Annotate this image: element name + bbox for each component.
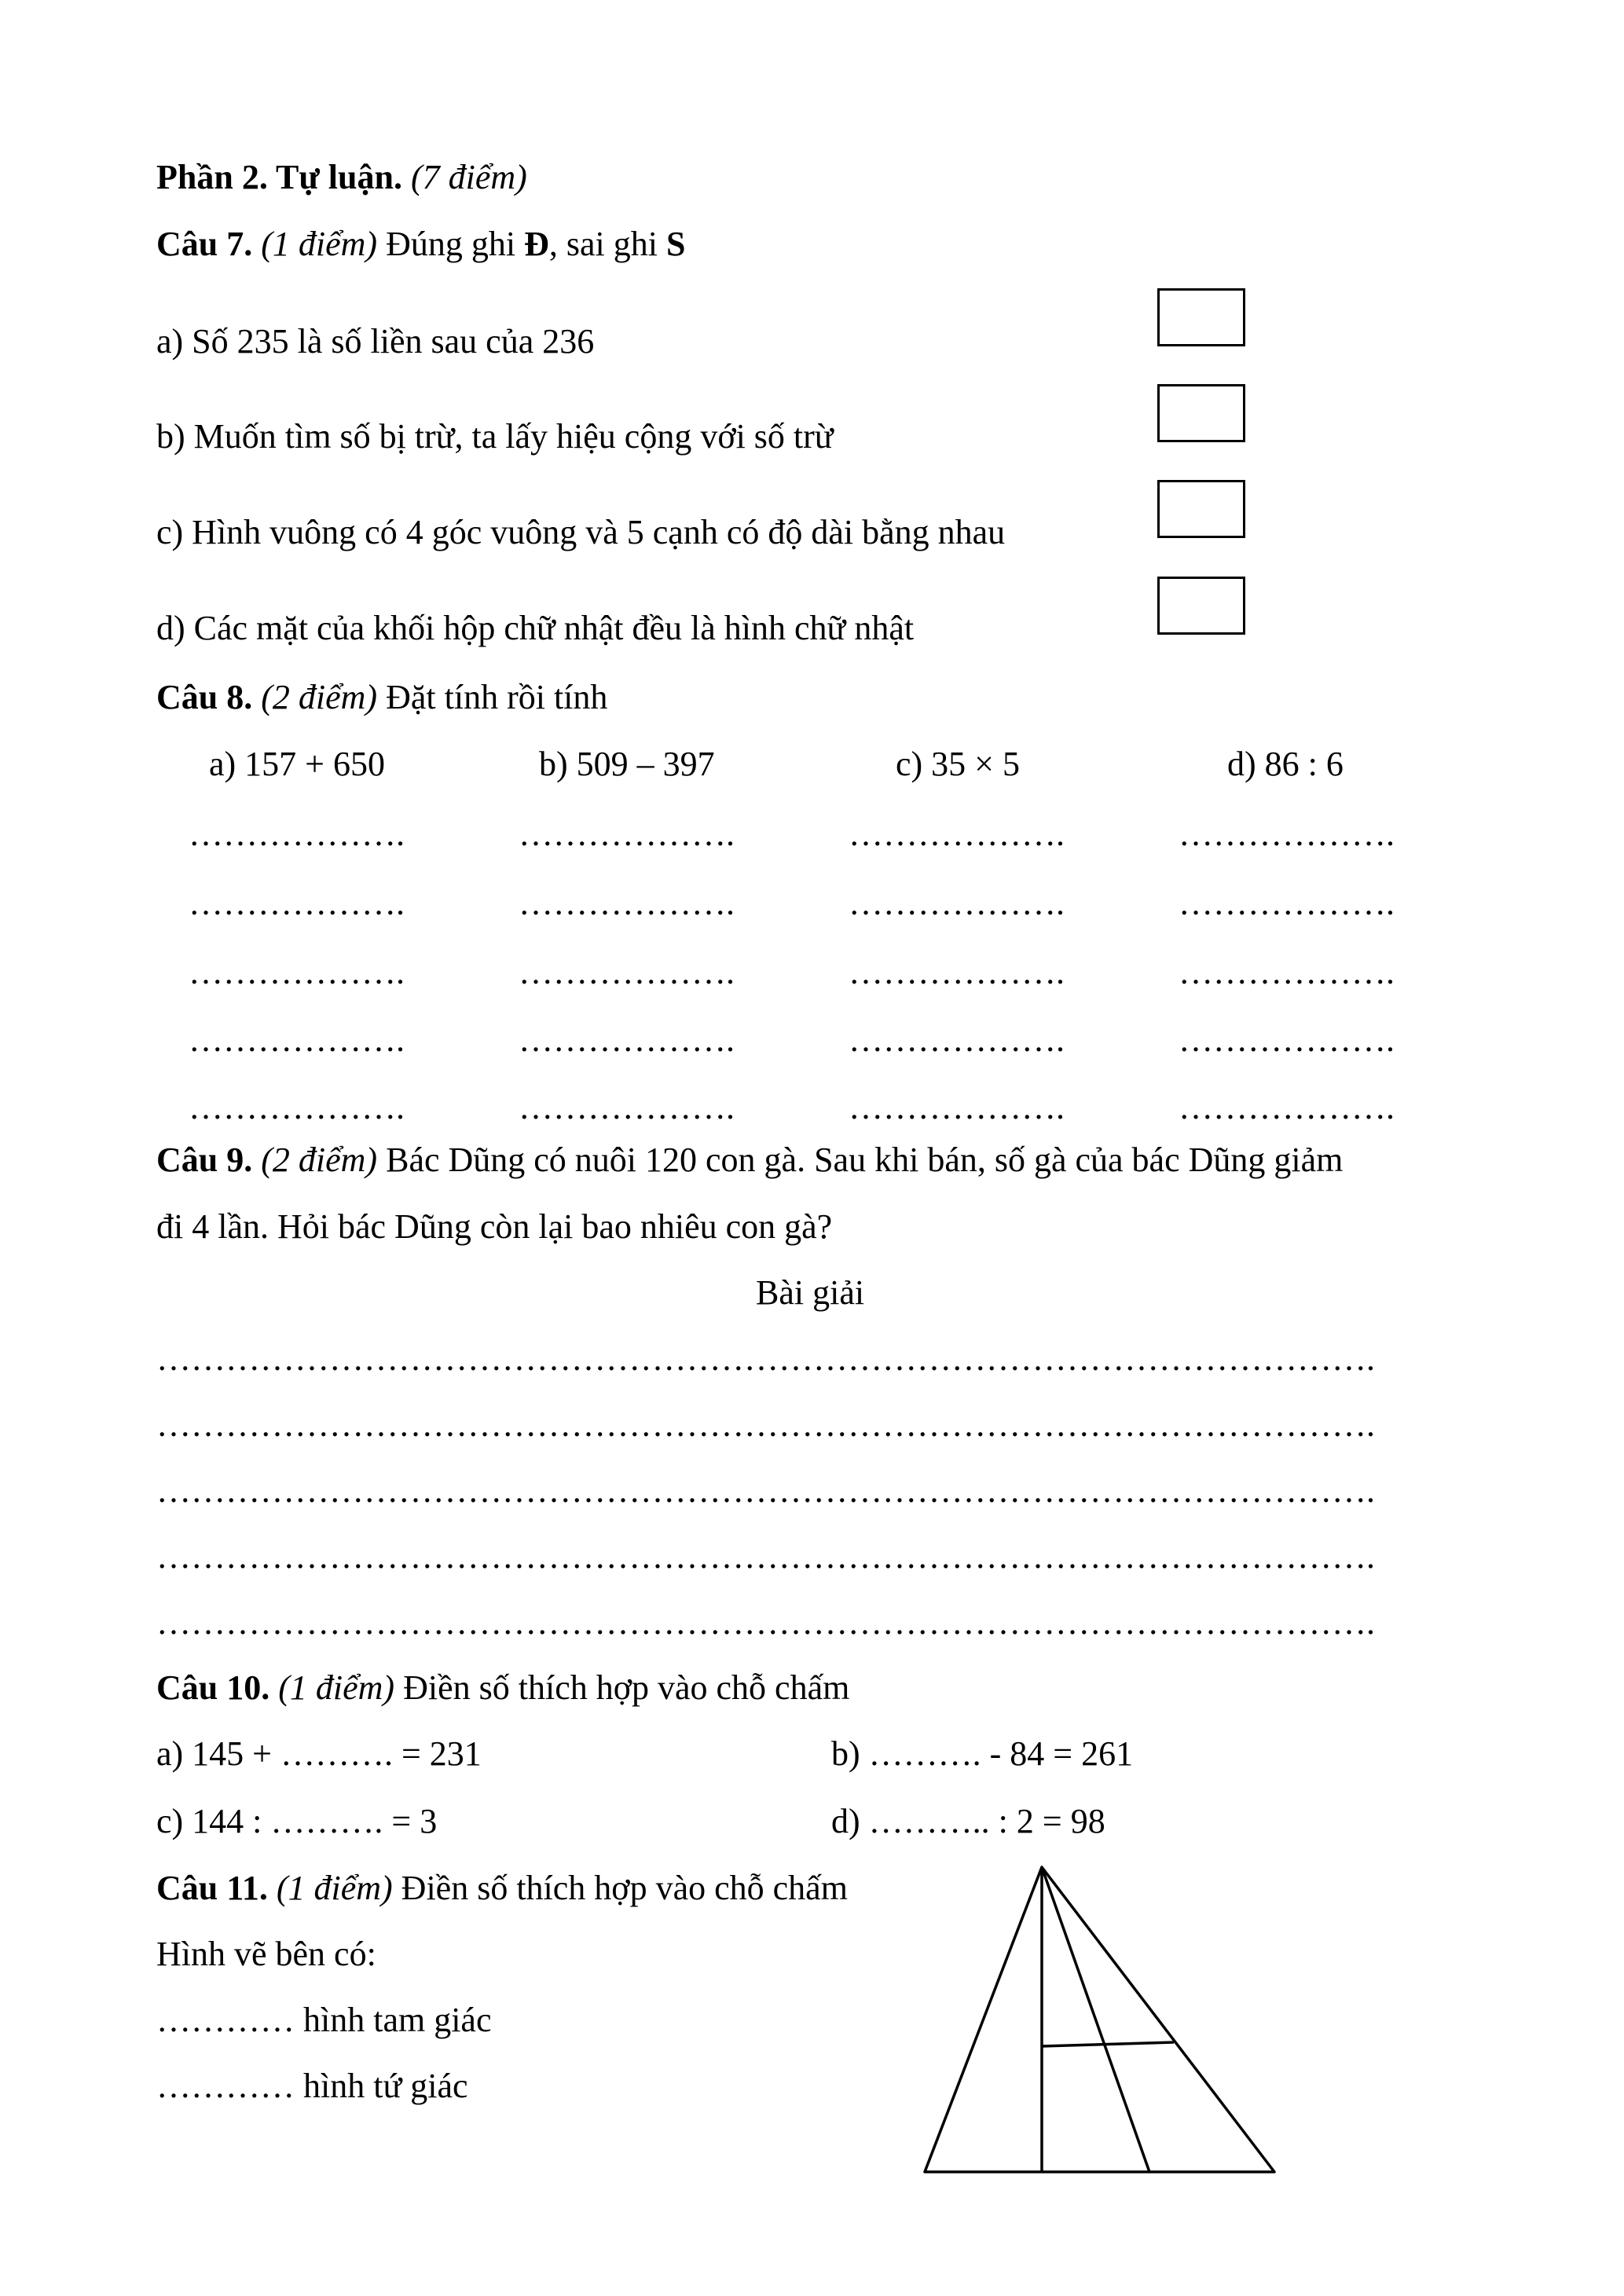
answer-box-b[interactable]	[1157, 384, 1245, 442]
q7-instr-b: , sai ghi	[548, 225, 666, 263]
q10-item-b: b) ………. - 84 = 261	[831, 1734, 1134, 1773]
outer-triangle	[925, 1867, 1274, 2172]
q8-work-line[interactable]: ……………….	[1179, 884, 1395, 922]
q8-item-b: b) 509 – 397	[539, 745, 715, 783]
q9-answer-line-4[interactable]: …………………………………………………………………………………………….	[156, 1537, 1375, 1576]
q8-work-line[interactable]: ……………….	[189, 884, 405, 922]
q8-item-d: d) 86 : 6	[1227, 745, 1344, 783]
part2-points: (7 điểm)	[410, 158, 527, 196]
q9-text2: đi 4 lần. Hỏi bác Dũng còn lại bao nhiêu con gà?	[156, 1207, 833, 1246]
q7-item-c: c) Hình vuông có 4 góc vuông và 5 cạnh có độ dài bằng nhau	[156, 513, 1006, 551]
q7-item-a: a) Số 235 là số liền sau của 236	[156, 322, 595, 361]
q8-work-line[interactable]: ……………….	[849, 815, 1065, 853]
q11-instr: Điền số thích hợp vào chỗ chấm	[401, 1869, 848, 1907]
q9-label: Câu 9.	[156, 1141, 253, 1179]
answer-box-d[interactable]	[1157, 577, 1245, 635]
q11-label: Câu 11.	[156, 1869, 268, 1907]
q7-item-b: b) Muốn tìm số bị trừ, ta lấy hiệu cộng với số trừ	[156, 417, 834, 456]
q8-work-line[interactable]: ……………….	[519, 884, 735, 922]
q8-points: (2 điểm)	[261, 678, 378, 716]
part2-heading	[156, 160, 527, 195]
q8-label: Câu 8.	[156, 678, 253, 716]
q9-text1: Bác Dũng có nuôi 120 con gà. Sau khi bán, số gà của bác Dũng giảm	[386, 1141, 1344, 1179]
q10-instr: Điền số thích hợp vào chỗ chấm	[403, 1668, 850, 1707]
q8-work-line[interactable]: ……………….	[849, 884, 1065, 922]
q10-item-a: a) 145 + ………. = 231	[156, 1734, 482, 1773]
q8-item-c: c) 35 × 5	[896, 745, 1020, 783]
q9-points: (2 điểm)	[261, 1141, 378, 1179]
q9-answer-line-5[interactable]: …………………………………………………………………………………………….	[156, 1603, 1375, 1642]
q7-label: Câu 7.	[156, 225, 253, 263]
part2-title: Phần 2. Tự luận.	[156, 158, 402, 196]
q8-work-line[interactable]: ……………….	[189, 953, 405, 991]
q7-instr-a: Đúng ghi	[386, 225, 525, 263]
q9-heading	[156, 1143, 1343, 1177]
q7-points: (1 điểm)	[261, 225, 378, 263]
q11-triangles: ………… hình tam giác	[156, 2001, 492, 2039]
q8-work-line[interactable]: ……………….	[189, 1088, 405, 1126]
q8-work-line[interactable]: ……………….	[519, 815, 735, 853]
q8-work-line[interactable]: ……………….	[1179, 1020, 1395, 1059]
answer-box-c[interactable]	[1157, 480, 1245, 538]
q11-heading	[156, 1871, 848, 1906]
q7-instr-d: Đ	[524, 225, 549, 263]
q8-work-line[interactable]: ……………….	[1179, 953, 1395, 991]
q9-answer-line-1[interactable]: …………………………………………………………………………………………….	[156, 1339, 1375, 1378]
q9-solution-title: Bài giải	[756, 1273, 865, 1312]
q11-line1: Hình vẽ bên có:	[156, 1935, 376, 1973]
q8-work-line[interactable]: ……………….	[1179, 815, 1395, 853]
q8-work-line[interactable]: ……………….	[849, 953, 1065, 991]
q7-heading	[156, 227, 685, 262]
q8-work-line[interactable]: ……………….	[519, 1088, 735, 1126]
q8-work-line[interactable]: ……………….	[189, 1020, 405, 1059]
q7-item-d: d) Các mặt của khối hộp chữ nhật đều là hình chữ nhật	[156, 609, 915, 647]
q10-label: Câu 10.	[156, 1668, 270, 1707]
q10-item-c: c) 144 : ………. = 3	[156, 1802, 438, 1840]
q8-work-line[interactable]: ……………….	[519, 953, 735, 991]
answer-box-a[interactable]	[1157, 288, 1245, 346]
q11-quads: ………… hình tứ giác	[156, 2067, 468, 2105]
q8-item-a: a) 157 + 650	[209, 745, 385, 783]
q8-work-line[interactable]: ……………….	[1179, 1088, 1395, 1126]
slanted-segment	[1042, 1867, 1149, 2172]
q8-work-line[interactable]: ……………….	[519, 1020, 735, 1059]
q10-item-d: d) ……….. : 2 = 98	[831, 1802, 1105, 1840]
q10-heading	[156, 1668, 850, 1707]
q10-points: (1 điểm)	[278, 1668, 395, 1707]
q8-work-line[interactable]: ……………….	[189, 815, 405, 853]
q11-points: (1 điểm)	[276, 1869, 393, 1907]
q9-answer-line-2[interactable]: …………………………………………………………………………………………….	[156, 1405, 1375, 1444]
q9-answer-line-3[interactable]: …………………………………………………………………………………………….	[156, 1471, 1375, 1510]
q8-heading	[156, 680, 607, 715]
q8-work-line[interactable]: ……………….	[849, 1020, 1065, 1059]
horizontal-segment	[1042, 2042, 1174, 2046]
q8-work-line[interactable]: ……………….	[849, 1088, 1065, 1126]
q7-instr-s: S	[665, 225, 686, 263]
q8-instr: Đặt tính rồi tính	[386, 678, 608, 716]
